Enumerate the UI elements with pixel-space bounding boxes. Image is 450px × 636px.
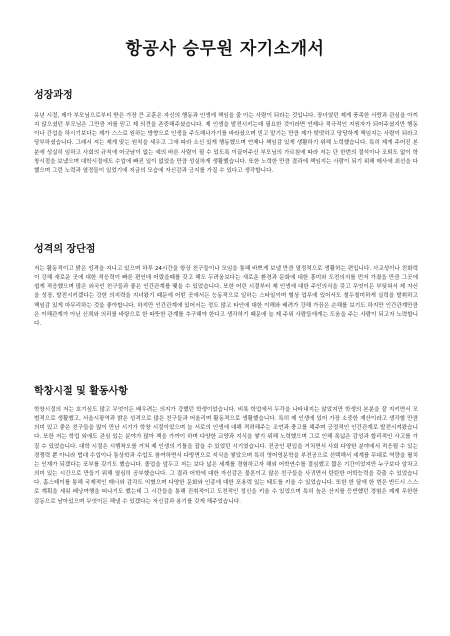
section-body-growth: 유년 시절, 제가 부모님으로부터 받은 가장 큰 교훈은 자신의 행동과 인생에 책임을 줄 아는 사람이 되라는 것입니다. 장녀였던 제게 풍족한 사랑과 관심을 아끼지 않으셨던 부모님은 그만큼 저를 믿고 제 의견을 존중해주셨습니다. 제 인생을 발전시키는데 필요한 것이라면 언제나 적극적인 지원자가 되어주셨지만 행동이나 간섭을 하시기보다는 제가 스스로 원하는 방향으로 인생을 주도해나가기를 바라셨으며 믿고 맡기는 만큼 제가 떳떳하고 당당하게 책임지는 사람이 되라고 당부하셨습니다. 그래서 저는 제게 맞는 원칙을 세우고 그에 따라 소신 있게 행동했으며 언제나 책임감 있게 생활하기 위해 노력했습니다. 특히 제게 주어진 본분에 성실히 임하고 사회의 규칙에 어긋남이 없는 예의 바른 사람이 될 수 있도록 이끌어주신 부모님의 가르침에 따라 저는 단 한번의 결석이나 조퇴도 없이 학창시절을 보냈으며 대학시절에도 수업에 빠진 일이 없었을 만큼 성실하게 생활했습니다. 또한 노력한 만큼 결과에 책임지는 사람이 되기 위해 매사에 최선을 다했으며 그런 노력과 열정들이 있었기에 지금의 모습에 자신감과 긍지를 가질 수 있다고 생각합니다. xyxy=(34,113,418,174)
section-body-personality: 저는 활동적이고 밝은 성격을 지니고 있으며 하루 24시간을 항상 친구들이나 모임을 통해 바쁘게 보낼 만큼 열정적으로 생활하는 편입니다. 사교성이나 친화력이 강해 새로운 곳에 대한 적응력이 빠른 편인데 어렸을때를 갖고 해도 두려움보다는 새로운 환경과 문화에 대한 흥미와 도전의지를 먼저 가졌을 만큼 그곳에 쉽게 적응했으며 많은 외국인 친구들과 좋은 인간관계를 맺을 수 있었습니다. 또한 어린 시절부터 제 인생에 대한 주인의식을 갖고 무엇이든 부딪혀서 제 자신을 성장, 발전시키겠다는 강한 의지력을 지녀왔기 때문에 어떤 곳에서든 능동적으로 일하는 스타일이며 혈상 업무에 있어서도 철두철미하게 실력을 발휘하고 책임감 있게 마무리하는 것을 좋아합니다. 하지만 인간관계에 있어서는 정도 많고 타인에 대한 이해와 배려가 강해 가끔은 손해를 보기도 하지만 인간관계만큼은 이해관계가 아닌 신뢰와 의리를 바탕으로 한 따뜻한 관계를 추구해야 한다고 생각하기 때문에 늘 제 주위 사람들에게는 도움을 주는 사람이 되고자 노력합니다. xyxy=(34,266,418,327)
section-body-school-activities: 학창시절의 저는 호기심도 많고 무엇이든 배우려는 의지가 강했던 학생이었습니다. 비록 학업에서 두각을 나타내지는 않았지만 학생의 본분을 잘 지키면서 모범적으로 생활했고, 서울시광역과 밝은 성격으로 많은 친구들과 어울리며 활동적으로 생활했습니다. 특히 제 인생에 있어 가장 소중한 재산이라고 생각할 만큼 의미 있고 좋은 친구들을 많이 만난 시기가 학창 시절이었으며 늘 서로의 인생에 대해 격려해주는 조언과 충고를 해주며 긍정적인 인간관계로 발전시켜왔습니다. 또한 저는 학업 외에도 관심 있는 분야가 많아 책을 가까이 하며 다양한 교양과 지식을 쌓기 위해 노력했으며 그로 인해 폭넓은 감성과 합리적인 사고를 가질 수 있었습니다. 대학 시절은 시행착오를 거쳐 제 인생의 기틀을 잡을 수 있었던 시기였습니다. 전공인 편입을 거치면서 사회 다양한 분야에서 적응될 수 있는 경쟁력 뿐 아니라 법대 수업이나 통상학과 수업도 참여하면서 다방면으로 지식을 쌓았으며 특히 영어영문학을 부전공으로 선택해서 세계를 무대로 역량을 펼치는 인재가 되겠다는 포부를 갖기도 했습니다. 졸업을 앞두고 저는 보다 넓은 세계를 경험하고자 해외 어학연수를 결심했고 짧은 기간이었지만 누구보다 알차고 의미 있는 시간으로 만들기 위해 열심히 공부했습니다. 그 결과 어학에 대한 자신감은 물론이고 많은 친구들을 사귀면서 탄탄한 어학능력을 갖출 수 있었습니다. 홈스테이를 통해 국제적인 매너와 감각도 익혔으며 다양한 문화와 인종에 대한 포용력 있는 태도를 키울 수 있었습니다. 또한 한 달에 한 번은 반드시 스스로 계획을 세워 배낭여행을 떠나기도 했는데 그 시간들을 통해 진취적이고 도전적인 정신을 키울 수 있었으며 특히 높은 산지를 등반했던 경험은 제게 무한한 감동으로 남아있으며 무엇이든 해낼 수 있겠다는 자신감과 용기를 갖게 해주었습니다. xyxy=(34,407,418,505)
section-heading-growth: 성장과정 xyxy=(34,90,73,101)
section-heading-personality: 성격의 장단점 xyxy=(34,244,96,255)
document-title: 항공사 승무원 자기소개서 xyxy=(125,39,325,59)
section-heading-school-activities: 학창시절 및 활동사항 xyxy=(34,386,128,397)
